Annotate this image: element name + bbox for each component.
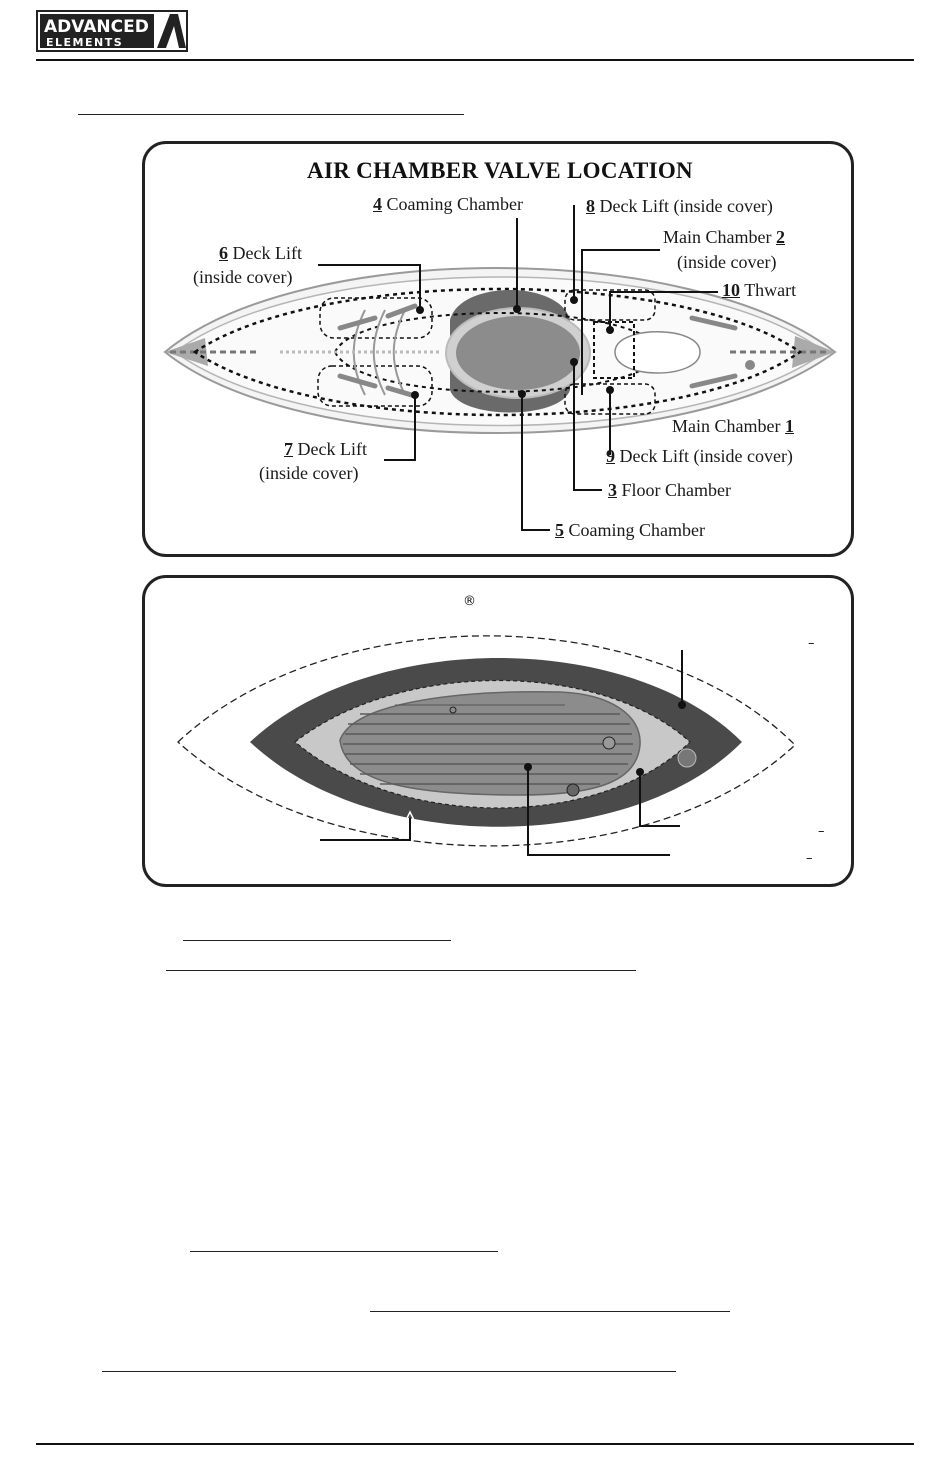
- blank-line: [370, 1311, 730, 1312]
- footer-rule: [36, 1443, 914, 1445]
- label-deck-lift-6-line2: (inside cover): [193, 267, 293, 287]
- label-main-chamber-2: Main Chamber 2: [663, 227, 785, 247]
- label-deck-lift-8: 8 Deck Lift (inside cover): [586, 196, 773, 216]
- dash-mark-3: –: [806, 851, 813, 866]
- label-main-chamber-2-line2: (inside cover): [677, 252, 777, 272]
- blank-line: [102, 1371, 676, 1372]
- label-floor-chamber-3: 3 Floor Chamber: [608, 480, 731, 500]
- blank-line: [166, 970, 636, 971]
- blank-line: [183, 940, 451, 941]
- label-main-chamber-1: Main Chamber 1: [672, 416, 794, 436]
- dash-mark-2: –: [818, 824, 825, 839]
- label-coaming-chamber-4: 4 Coaming Chamber: [373, 194, 523, 214]
- blank-line: [190, 1251, 498, 1252]
- registered-mark: ®: [463, 594, 476, 609]
- label-deck-lift-7-line2: (inside cover): [259, 463, 359, 483]
- label-deck-lift-9: 9 Deck Lift (inside cover): [606, 446, 793, 466]
- dash-mark-1: –: [808, 636, 815, 651]
- diagram-title: AIR CHAMBER VALVE LOCATION: [307, 158, 693, 183]
- svg-text:ADVANCED: ADVANCED: [44, 17, 149, 37]
- label-deck-lift-6: 6 Deck Lift: [219, 243, 302, 263]
- label-deck-lift-7: 7 Deck Lift: [284, 439, 367, 459]
- label-thwart-10: 10 Thwart: [722, 280, 797, 300]
- label-coaming-chamber-5: 5 Coaming Chamber: [555, 520, 705, 540]
- svg-text:ELEMENTS: ELEMENTS: [46, 36, 124, 49]
